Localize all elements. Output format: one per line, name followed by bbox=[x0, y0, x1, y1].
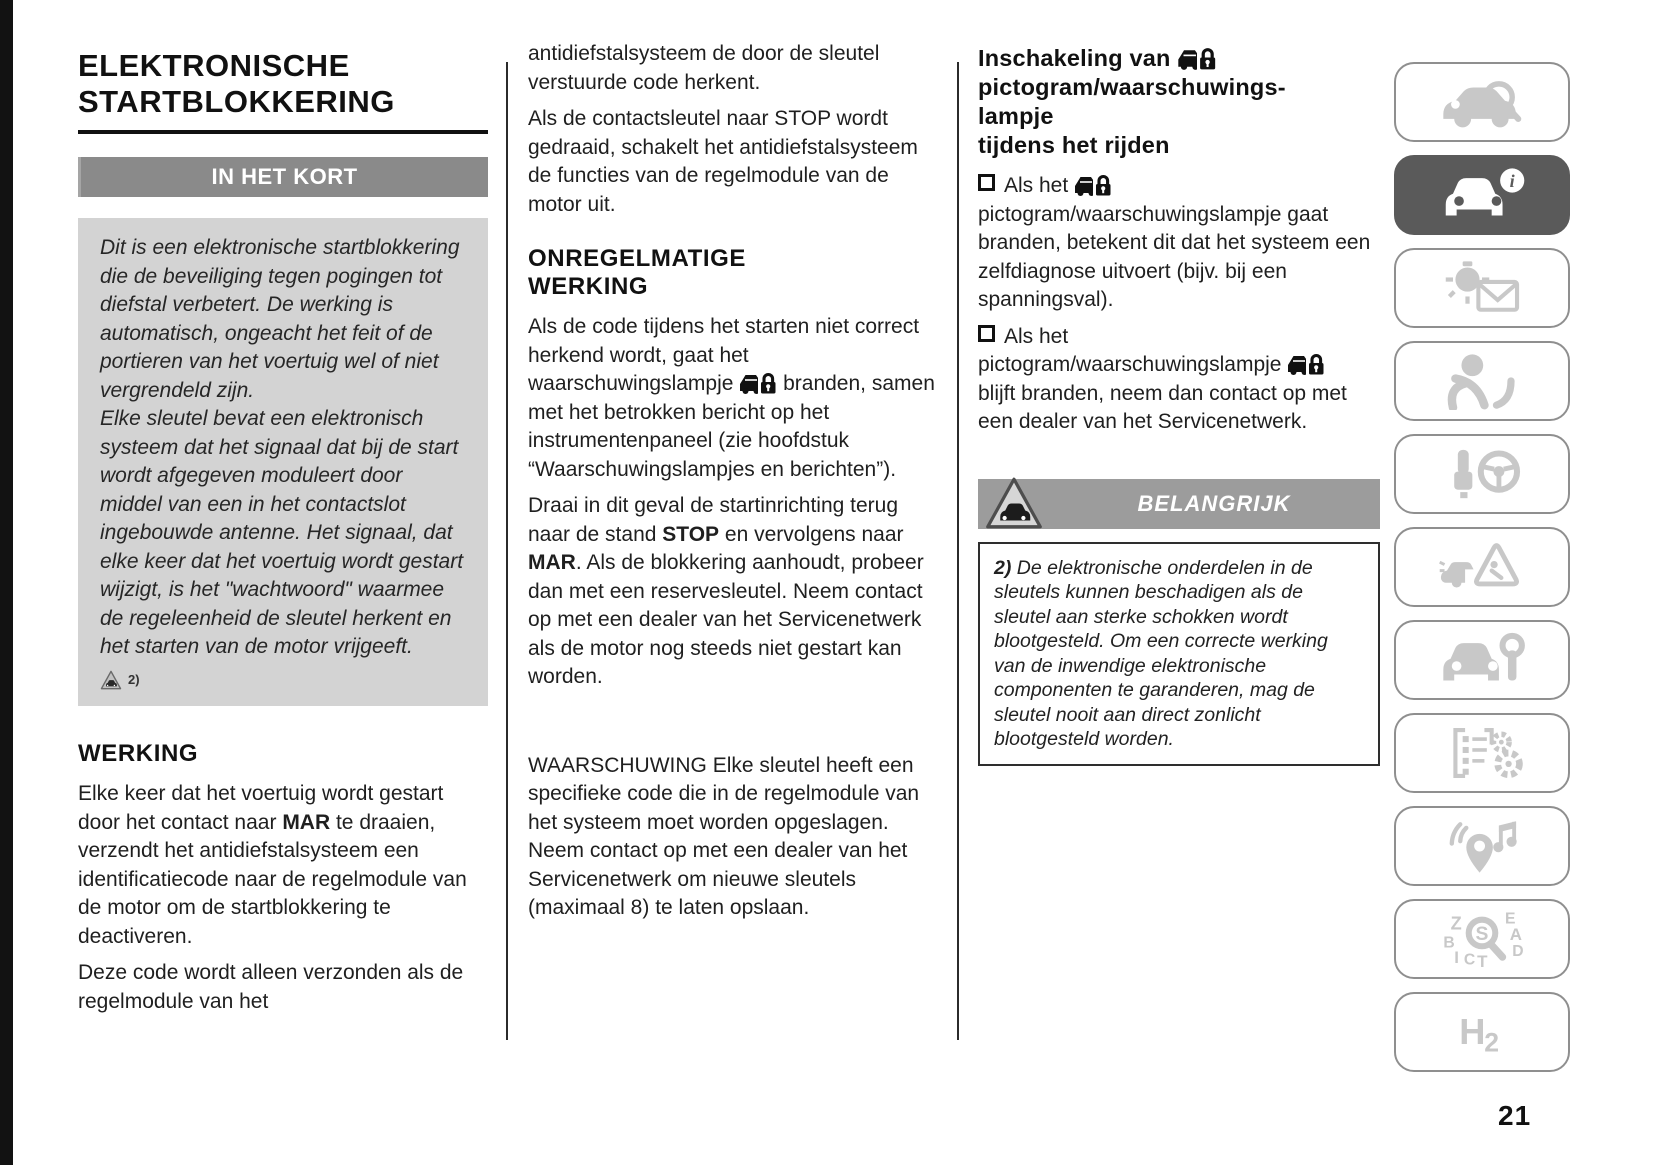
index-letter: S bbox=[1475, 924, 1489, 946]
waarschuwing-paragraph: WAARSCHUWING Elke sleutel heeft een specifieke code die in de regelmodule van het systeem moet worden opgeslagen. Neem contact op met een dealer van het Servicenetwerk om nieuwe sleutels (maximaal 8) te laten opslaan. bbox=[528, 753, 920, 919]
h2-letter: H bbox=[1459, 1011, 1486, 1053]
h2-subscript: 2 bbox=[1484, 1027, 1500, 1058]
sidebar-item-dashboard-info bbox=[1394, 155, 1570, 235]
summary-paragraph-2: Elke sleutel bevat een elektronisch systeem dat het signaal dat bij de start wordt afgegeven moduleert door middel van een in het contactslot ingebouwde antenne. Het signaal, dat elke keer dat het voertuig wordt gestart wijzigt, is het "wachtwoord" waarmee de regeleenheid de sleutel herkent en het starten van de motor vrijgeeft. bbox=[100, 407, 464, 658]
col2-p4-text-b: en vervolgens naar bbox=[719, 522, 904, 546]
page-title bbox=[78, 48, 488, 134]
bullet-square-icon bbox=[978, 174, 995, 191]
c3-heading-line1: Inschakeling van bbox=[978, 45, 1178, 71]
onregelmatige-werking-heading bbox=[528, 245, 940, 301]
werking-p1-text-a: Elke keer dat het voertuig wordt gestart door het contact naar bbox=[78, 782, 444, 834]
index-letter: I bbox=[1454, 948, 1459, 968]
bullet1-text-b: pictogram/waarschuwingslampje gaat branden, betekent dit dat het systeem een zelfdiagnose uitvoert (bijv. bij een spanningsval). bbox=[978, 202, 1371, 311]
key-steering-wheel-icon bbox=[1422, 445, 1542, 503]
index-letter: D bbox=[1512, 942, 1524, 960]
column-1 bbox=[78, 40, 488, 1016]
column-divider-1 bbox=[506, 62, 508, 1040]
bullet2-text-a: Als het bbox=[1004, 324, 1069, 348]
car-wrench-icon bbox=[1422, 631, 1542, 689]
col2-p3-text-b: branden, samen met het betrokken bericht op het instrumentenpaneel (zie hoofdstuk “Waarschuwingslampjes en berichten”). bbox=[528, 372, 935, 481]
werking-paragraph-1 bbox=[78, 780, 488, 951]
inschakeling-heading bbox=[978, 44, 1380, 160]
index-letter: Z bbox=[1450, 913, 1462, 934]
seatbelt-person-icon bbox=[1422, 352, 1542, 410]
heading-line2: WERKING bbox=[528, 273, 649, 300]
werking-p1-text-b: te draaien, verzendt het antidiefstalsysteem een identificatiecode naar de regelmodule van de motor om de startblokkering te deactiveren. bbox=[78, 810, 467, 948]
immobilizer-warning-icon bbox=[1177, 45, 1217, 72]
col2-p4-text-c: . Als de blokkering aanhoudt, probeer dan met een reservesleutel. Neem contact op met een dealer van het Servicenetwerk als de motor nog steeds niet gestart kan worden. bbox=[528, 551, 924, 688]
multimedia-navigation-icon bbox=[1422, 817, 1542, 875]
sidebar-item-getting-to-know bbox=[1394, 62, 1570, 142]
h2-icon bbox=[1422, 1003, 1542, 1061]
column-2 bbox=[528, 40, 940, 923]
index-letter: T bbox=[1477, 951, 1488, 968]
page-edge-strip bbox=[0, 0, 13, 1165]
werking-heading: WERKING bbox=[78, 740, 199, 767]
bullet2-text-b: pictogram/waarschuwingslampje bbox=[978, 353, 1288, 376]
c3-heading-line2: pictogram/waarschuwings- bbox=[978, 74, 1286, 100]
title-line2: STARTBLOKKERING bbox=[78, 84, 395, 119]
sidebar-item-multimedia bbox=[1394, 806, 1570, 886]
car-warning-triangle-icon bbox=[1422, 538, 1542, 596]
sidebar-item-service bbox=[1394, 620, 1570, 700]
footnote-number: 2) bbox=[128, 671, 140, 687]
c3-heading-line4: tijdens het rijden bbox=[978, 132, 1170, 158]
index-letter: C bbox=[1463, 951, 1476, 968]
bullet-2 bbox=[978, 323, 1380, 437]
col2-paragraph-2: Als de contactsleutel naar STOP wordt gedraaid, schakelt het antidiefstalsysteem de functies van de regelmodule van de motor uit. bbox=[528, 107, 918, 216]
sidebar-item-alphabetical-index bbox=[1394, 899, 1570, 979]
footnote-marker bbox=[100, 666, 468, 695]
sidebar-item-h2 bbox=[1394, 992, 1570, 1072]
sidebar-item-technical-data bbox=[1394, 713, 1570, 793]
immobilizer-warning-icon bbox=[739, 370, 777, 396]
werking-paragraph-2: Deze code wordt alleen verzonden als de regelmodule van het bbox=[78, 961, 464, 1013]
bullet1-text-a: Als het bbox=[1004, 174, 1075, 197]
column-divider-2 bbox=[957, 62, 959, 1040]
heading-line1: ONREGELMATIGE bbox=[528, 245, 747, 272]
belangrijk-label: BELANGRIJK bbox=[1137, 490, 1291, 516]
sun-envelope-icon bbox=[1422, 259, 1542, 317]
index-letter: E bbox=[1504, 910, 1516, 928]
stop-bold: STOP bbox=[662, 522, 720, 546]
mar-bold-2: MAR bbox=[528, 551, 576, 574]
important-note-box bbox=[978, 542, 1380, 766]
car-magnifier-icon bbox=[1422, 73, 1542, 131]
warning-triangle-icon bbox=[100, 670, 122, 690]
alphabetical-index-icon bbox=[1422, 910, 1542, 968]
col2-p3-text-a: Als de code tijdens het starten niet correct herkend wordt, gaat het waarschuwingslampje bbox=[528, 315, 920, 395]
bullet-square-icon bbox=[978, 325, 995, 342]
column-3 bbox=[978, 40, 1380, 766]
immobilizer-warning-icon bbox=[1074, 172, 1112, 198]
col2-p4-text-a: Draai in dit geval de startinrichting terug naar de stand bbox=[528, 494, 899, 546]
svg-text:i: i bbox=[1509, 171, 1515, 192]
warning-triangle-icon bbox=[984, 474, 1044, 532]
col2-paragraph-1: antidiefstalsysteem de door de sleutel verstuurde code herkent. bbox=[528, 42, 880, 94]
sidebar-item-lights-messages bbox=[1394, 248, 1570, 328]
note-text: De elektronische onderdelen in de sleutels kunnen beschadigen als de sleutel aan sterke schokken wordt blootgesteld. Om een correcte werking van de inwendige elektronische componenten te garanderen, mag de sleutel nooit aan direct zonlicht blootgesteld worden. bbox=[994, 556, 1328, 750]
col2-paragraph-3 bbox=[528, 313, 940, 484]
bullet2-text-c: blijft branden, neem dan contact op met een dealer van het Servicenetwerk. bbox=[978, 381, 1347, 433]
car-info-icon bbox=[1422, 166, 1542, 224]
belangrijk-header bbox=[978, 479, 1380, 529]
page-number: 21 bbox=[1498, 1100, 1532, 1131]
mar-bold: MAR bbox=[282, 810, 331, 834]
specs-list-gears-icon bbox=[1422, 724, 1542, 782]
sidebar-item-emergency bbox=[1394, 527, 1570, 607]
index-letter: A bbox=[1509, 925, 1523, 945]
in-het-kort-header: IN HET KORT bbox=[78, 157, 488, 197]
summary-box bbox=[78, 218, 488, 706]
index-letter: B bbox=[1443, 934, 1455, 952]
chapter-tab-sidebar bbox=[1394, 62, 1570, 1085]
summary-paragraph-1: Dit is een elektronische startblokkering die de beveiliging tegen pogingen tot diefstal verbetert. De werking is automatisch, ongeacht het feit of de portieren van het voertuig wel of niet vergrendeld zijn. bbox=[100, 236, 460, 402]
bullet-1 bbox=[978, 172, 1380, 315]
title-line1: ELEKTRONISCHE bbox=[78, 48, 350, 83]
immobilizer-warning-icon bbox=[1287, 351, 1325, 377]
sidebar-item-starting-driving bbox=[1394, 434, 1570, 514]
sidebar-item-safety bbox=[1394, 341, 1570, 421]
col2-paragraph-4 bbox=[528, 492, 940, 692]
c3-heading-line3: lampje bbox=[978, 103, 1054, 129]
note-number: 2) bbox=[994, 556, 1012, 579]
